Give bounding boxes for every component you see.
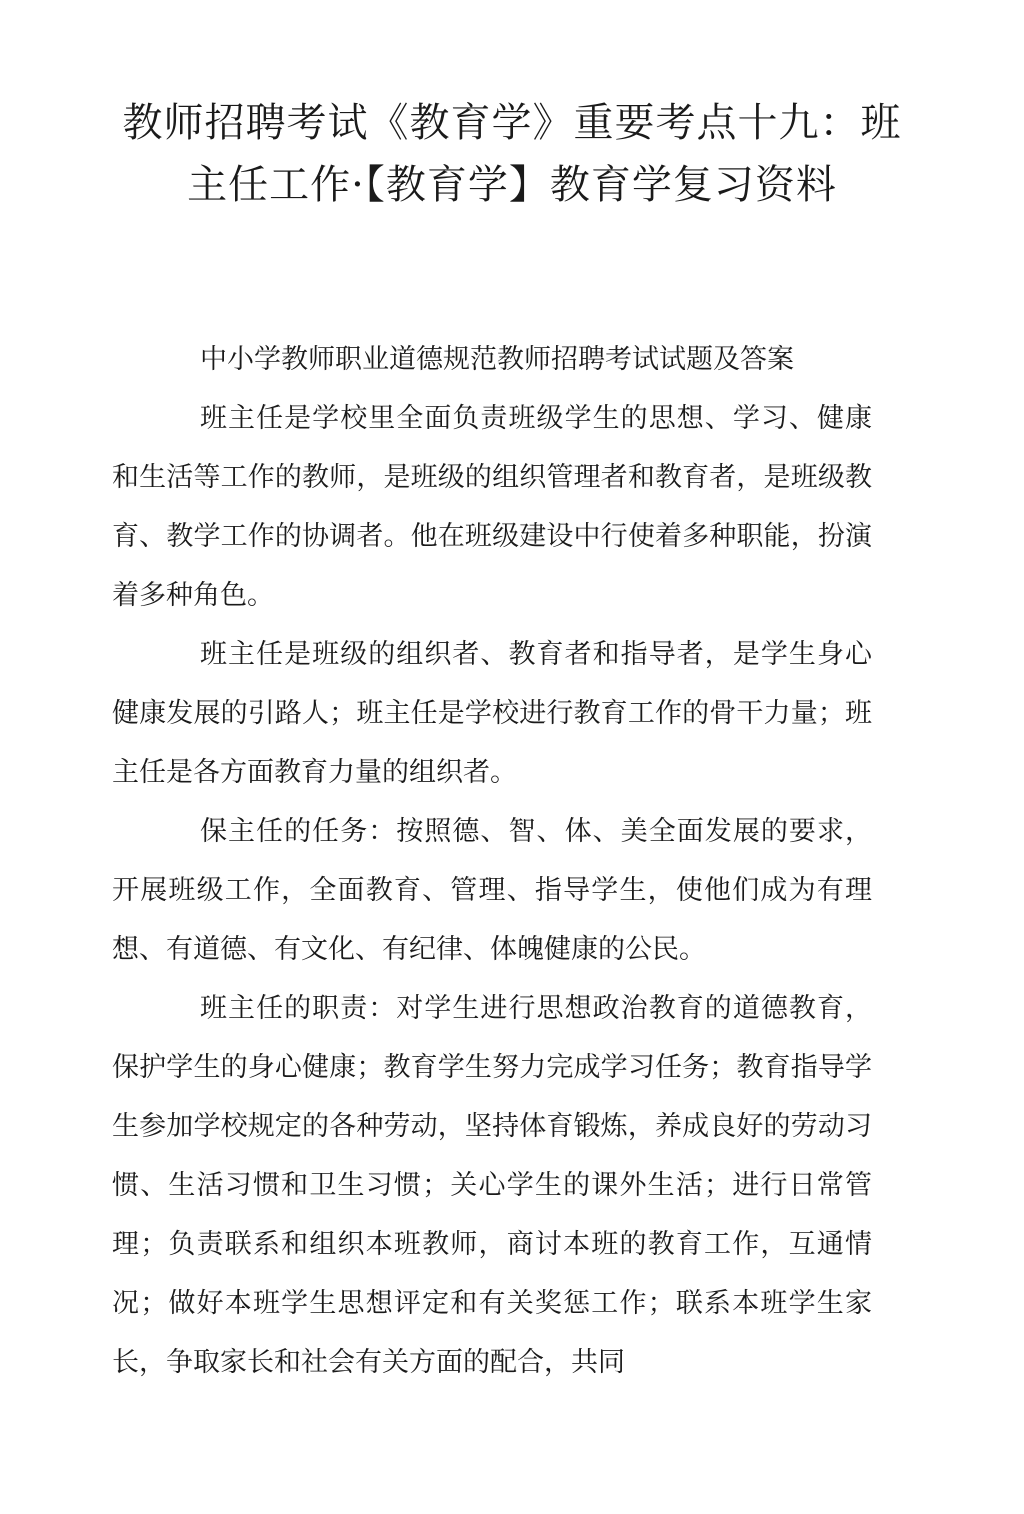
paragraph-definition: 班主任是学校里全面负责班级学生的思想、学习、健康和生活等工作的教师，是班级的组织管理者和教育者，是班级教育、教学工作的协调者。他在班级建设中行使着多种职能，扮演着多种角色。	[112, 403, 872, 611]
paragraph-duties: 班主任的职责：对学生进行思想政治教育的道德教育，保护学生的身心健康；教育学生努力完成学习任务；教育指导学生参加学校规定的各种劳动，坚持体育锻炼，养成良好的劳动习惯、生活习惯和卫生习惯；关心学生的课外生活；进行日常管理；负责联系和组织本班教师，商讨本班的教育工作，互通情况；做好本班学生思想评定和有关奖惩工作；联系本班学生家长，争取家长和社会有关方面的配合，共同	[112, 993, 872, 1378]
paragraph-role: 班主任是班级的组织者、教育者和指导者，是学生身心健康发展的引路人；班主任是学校进行教育工作的骨干力量；班主任是各方面教育力量的组织者。	[112, 639, 872, 788]
page-title-line-1: 教师招聘考试《教育学》重要考点十九：班	[122, 100, 902, 146]
document-body	[112, 330, 872, 1392]
page-title-line-2: 主任工作·【教育学】教育学复习资料	[187, 162, 837, 208]
paragraph-tasks: 保主任的任务：按照德、智、体、美全面发展的要求，开展班级工作，全面教育、管理、指导学生，使他们成为有理想、有道德、有文化、有纪律、体魄健康的公民。	[112, 816, 872, 965]
page-title	[100, 92, 924, 216]
paragraph-heading: 中小学教师职业道德规范教师招聘考试试题及答案	[200, 344, 794, 375]
